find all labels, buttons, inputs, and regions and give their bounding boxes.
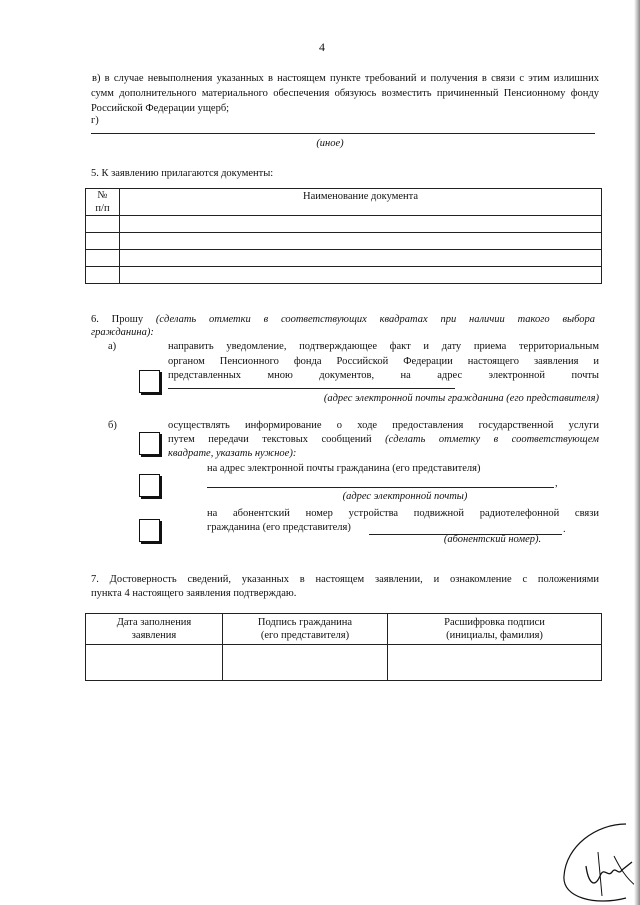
other-line[interactable] bbox=[91, 133, 595, 134]
col-num-header: № п/п bbox=[86, 189, 120, 216]
table-cell[interactable] bbox=[86, 216, 120, 233]
col-signature-header: Подпись гражданина (его представителя) bbox=[223, 614, 388, 645]
option-a-line3: представленных мною документов, на адрес электронной почты bbox=[168, 370, 599, 381]
email-line-comma: , bbox=[555, 478, 558, 489]
phone-option-line1: на абонентский номер устройства подвижной радиотелефонной связи bbox=[207, 508, 599, 519]
notify-email-line[interactable] bbox=[168, 388, 455, 389]
phone-caption: (абонентский номер). bbox=[443, 534, 542, 545]
table-cell[interactable] bbox=[120, 216, 602, 233]
option-a-label: а) bbox=[108, 341, 117, 352]
col-date-header: Дата заполнения заявления bbox=[86, 614, 223, 645]
date-cell[interactable] bbox=[86, 645, 223, 681]
clause-v: в) в случае невыполнения указанных в настоящем пункте требований и получения в связи с этим излишних сумм дополнительного материального обеспечения обязуюсь возместить причиненный Пенсионному фонду Российской Федерации ущерб; bbox=[91, 73, 599, 114]
section7-line1: 7. Достоверность сведений, указанных в настоящем заявлении, и ознакомление с положениями bbox=[91, 574, 599, 585]
option-a-line1: направить уведомление, подтверждающее факт и дату приема территориальным bbox=[168, 341, 599, 352]
email-option-line[interactable] bbox=[207, 487, 554, 488]
page-number: 4 bbox=[319, 40, 325, 54]
decoding-cell[interactable] bbox=[388, 645, 602, 681]
section6-title-cont: гражданина): bbox=[91, 327, 154, 338]
option-b-line1: осуществлять информирование о ходе предоставления государственной услуги bbox=[168, 420, 599, 431]
scan-edge bbox=[634, 0, 640, 905]
signature-table bbox=[85, 613, 602, 681]
other-caption: (иное) bbox=[316, 138, 344, 149]
section6-title: 6. Прошу (сделать отметки в соответствующих квадратах при наличии такого выбора bbox=[91, 314, 596, 325]
option-b-label: б) bbox=[108, 420, 117, 431]
table-cell[interactable] bbox=[86, 250, 120, 267]
checkbox-sms-phone[interactable] bbox=[139, 519, 160, 542]
section7-line2: пункта 4 настоящего заявления подтверждаю. bbox=[91, 588, 297, 599]
email-caption: (адрес электронной почты) bbox=[342, 491, 468, 502]
option-a-line2: органом Пенсионного фонда Российской Федерации настоящего заявления и bbox=[168, 356, 599, 367]
table-cell[interactable] bbox=[86, 267, 120, 284]
checkbox-sms-email[interactable] bbox=[139, 474, 160, 497]
clause-g-label: г) bbox=[91, 115, 99, 126]
phone-line-period: . bbox=[563, 524, 566, 535]
option-b-line2: путем передачи текстовых сообщений (сделать отметку в соответствующем bbox=[168, 434, 599, 445]
phone-option-line2: гражданина (его представителя) bbox=[207, 522, 351, 533]
documents-table bbox=[85, 188, 602, 284]
col-decoding-header: Расшифровка подписи (инициалы, фамилия) bbox=[388, 614, 602, 645]
email-option-label: на адрес электронной почты гражданина (его представителя) bbox=[207, 463, 481, 474]
handwritten-signature bbox=[556, 806, 640, 905]
signature-cell[interactable] bbox=[223, 645, 388, 681]
option-b-line3: квадрате, указать нужное): bbox=[168, 448, 297, 459]
checkbox-notify-email[interactable] bbox=[139, 370, 160, 393]
table-cell[interactable] bbox=[120, 250, 602, 267]
table-cell[interactable] bbox=[86, 233, 120, 250]
table-cell[interactable] bbox=[120, 233, 602, 250]
checkbox-inform[interactable] bbox=[139, 432, 160, 455]
option-a-caption: (адрес электронной почты гражданина (его представителя) bbox=[323, 393, 599, 404]
table-cell[interactable] bbox=[120, 267, 602, 284]
col-name-header: Наименование документа bbox=[120, 189, 602, 216]
section5-title: 5. К заявлению прилагаются документы: bbox=[91, 168, 274, 179]
